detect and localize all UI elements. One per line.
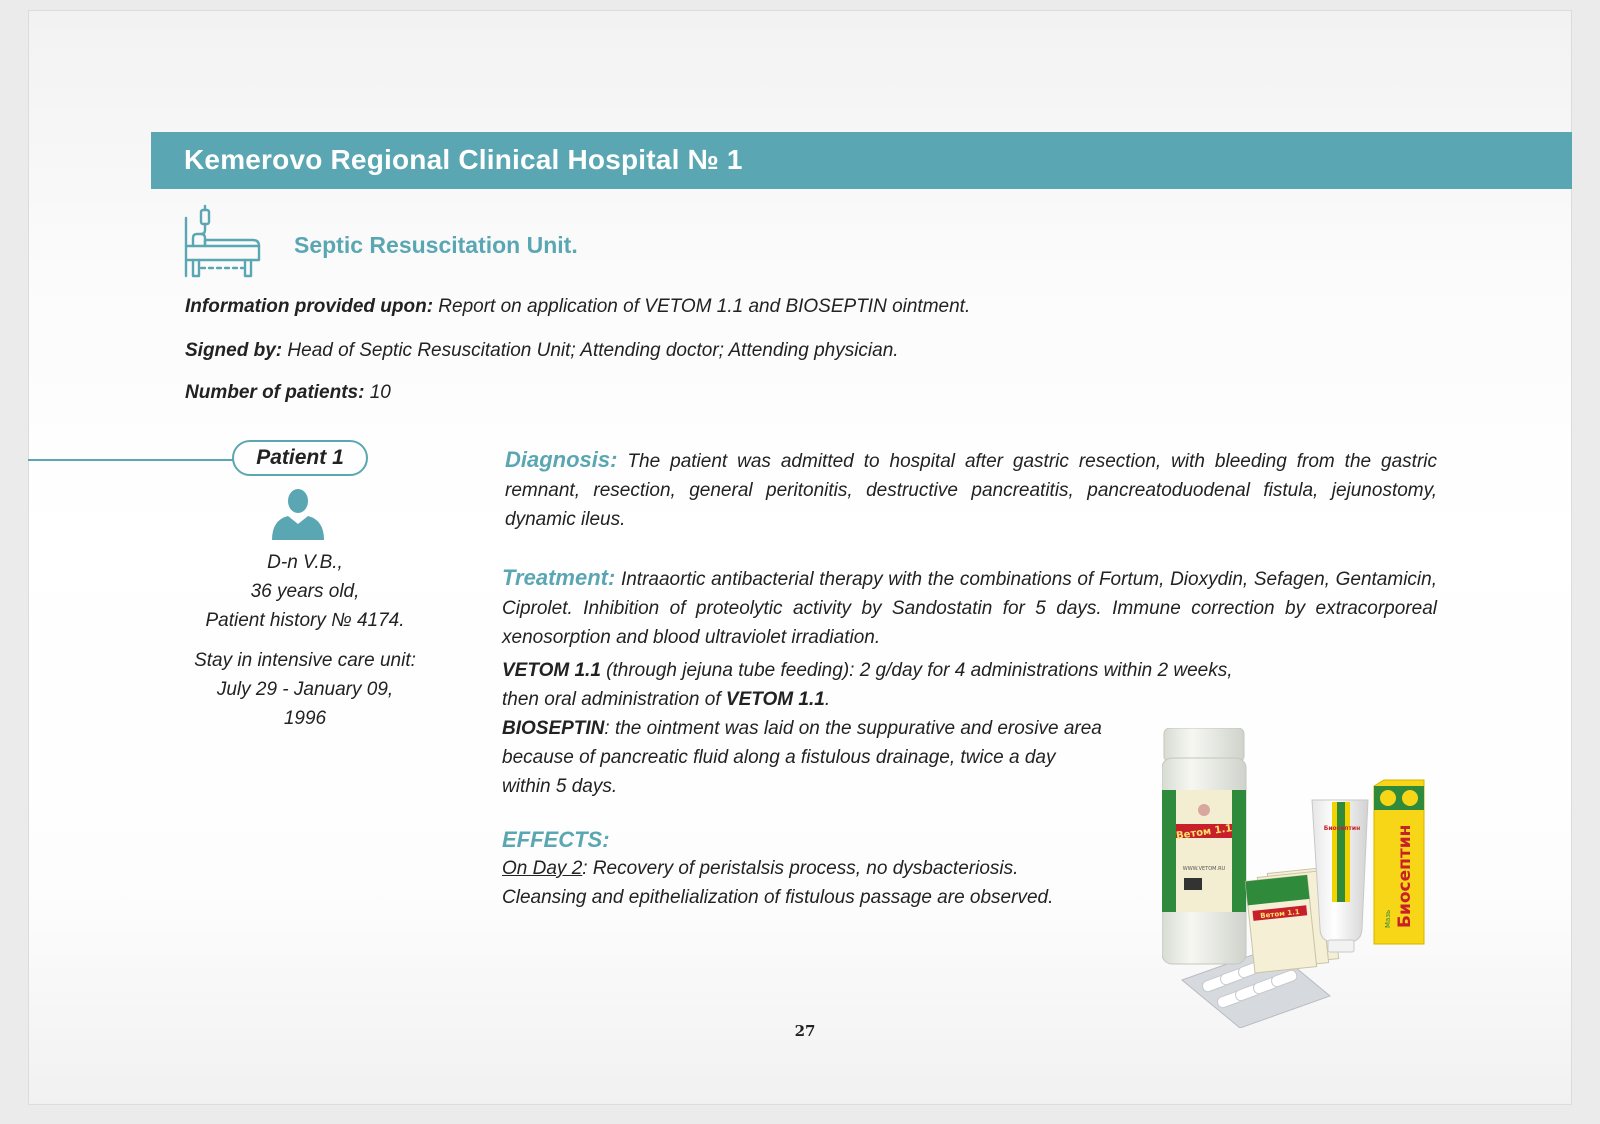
bioseptin-text-2: because of pancreatic fluid along a fistulous drainage, twice a day xyxy=(502,747,1056,768)
bioseptin-name: BIOSEPTIN xyxy=(502,718,605,739)
vetom-jar xyxy=(1162,728,1246,964)
patient-connector-line xyxy=(28,459,234,461)
effects-line-2: Cleansing and epithelialization of fistulous passage are observed. xyxy=(502,887,1054,908)
tube-label: Биосептин xyxy=(1323,825,1361,832)
unit-title: Septic Resuscitation Unit. xyxy=(294,232,578,258)
patient-age: 36 years old, xyxy=(250,581,360,602)
hospital-bed-icon xyxy=(183,204,261,282)
page-number: 27 xyxy=(794,1022,816,1040)
info-provided xyxy=(185,296,970,318)
product-photo xyxy=(1162,728,1462,1028)
info-signed xyxy=(185,340,899,362)
diagnosis-text: The patient was admitted to hospital after gastric resection, with bleeding from the gastric remnant, resection, general peritonitis, destructive pancreatitis, pancreatoduodenal fistula, jejunostomy, dynamic ileus. xyxy=(505,451,1437,530)
diagnosis-section xyxy=(505,445,1437,534)
info-provided-value: Report on application of VETOM 1.1 and BIOSEPTIN ointment. xyxy=(433,296,971,317)
stay-year: 1996 xyxy=(283,708,327,729)
hospital-title: Kemerovo Regional Clinical Hospital № 1 xyxy=(184,144,743,175)
patient-details xyxy=(160,548,450,635)
effects-day-label: On Day 2 xyxy=(502,858,583,879)
info-provided-label: Information provided upon: xyxy=(185,296,434,317)
diagnosis-label: Diagnosis: xyxy=(505,447,618,472)
info-signed-value: Head of Septic Resuscitation Unit; Attending doctor; Attending physician. xyxy=(282,340,899,361)
vetom-name-2: VETOM 1.1 xyxy=(725,689,825,710)
stay-label: Stay in intensive care unit: xyxy=(194,650,416,671)
person-icon xyxy=(271,486,325,540)
stay-dates: July 29 - January 09, xyxy=(216,679,394,700)
vetom-text-1: (through jejuna tube feeding): 2 g/day for 4 administrations within 2 weeks, xyxy=(600,660,1233,681)
info-patients-label: Number of patients: xyxy=(185,382,365,403)
effects-section xyxy=(502,825,1162,912)
treatment-text: Intraaortic antibacterial therapy with the combinations of Fortum, Dioxydin, Sefagen, Gentamicin, Ciprolet. Inhibition of proteolytic activity by Sandostatin for 5 days. Immune correction by extracorporeal xenosorption and blood ultraviolet irradiation. xyxy=(502,569,1437,648)
box-small-label: Мазь xyxy=(1384,909,1392,928)
info-patients xyxy=(185,382,391,404)
effects-day-text: : Recovery of peristalsis process, no dysbacteriosis. xyxy=(582,858,1019,879)
vetom-name: VETOM 1.1 xyxy=(502,660,601,681)
patient-label: Patient 1 xyxy=(232,440,368,476)
title-band xyxy=(151,132,1572,189)
bioseptin-text-1: : the ointment was laid on the suppurative and erosive area xyxy=(604,718,1102,739)
box-label: Биосептин xyxy=(1395,824,1415,928)
vetom-text-2: then oral administration of xyxy=(502,689,726,710)
bioseptin-tube xyxy=(1312,800,1368,952)
effects-label: EFFECTS: xyxy=(502,827,610,852)
info-patients-value: 10 xyxy=(364,382,391,403)
vetom-text-3: . xyxy=(824,689,831,710)
bioseptin-text-3: within 5 days. xyxy=(502,776,618,797)
jar-url: WWW.VETOM.RU xyxy=(1182,866,1226,872)
patient-stay xyxy=(160,646,450,733)
jar-label: Ветом 1.1 xyxy=(1175,823,1233,842)
sachet-label: Ветом 1.1 xyxy=(1259,908,1301,921)
bioseptin-box xyxy=(1374,780,1424,944)
patient-history: Patient history № 4174. xyxy=(205,610,405,631)
patient-name: D-n V.B., xyxy=(267,552,343,573)
treatment-label: Treatment: xyxy=(502,565,616,590)
treatment-section xyxy=(502,563,1437,652)
info-signed-label: Signed by: xyxy=(185,340,283,361)
